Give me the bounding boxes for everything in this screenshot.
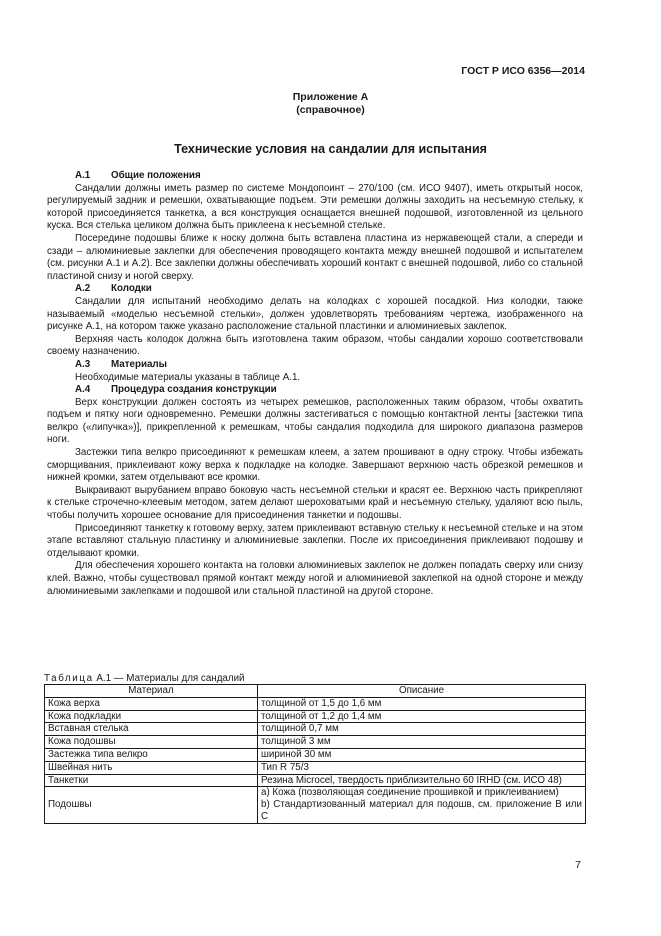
- paragraph: Выкраивают вырубанием вправо боковую часть несъемной стельки и красят ее. Верхнюю часть прикрепляют к стельке строчечно-клеевым методом, затем делают шероховатыми край и несъемную стельку, удаляют всю пыль, чтобы получить хорошее основание для присоединения танкетки и подошвы.: [47, 484, 583, 522]
- table-row: [45, 761, 586, 774]
- section-number: А.1: [75, 170, 91, 181]
- page-number: 7: [575, 859, 581, 871]
- paragraph: Необходимые материалы указаны в таблице А.1.: [75, 371, 301, 383]
- table-caption-text: А.1 — Материалы для сандалий: [93, 673, 245, 684]
- description-cell: [258, 723, 586, 736]
- document-title: Технические условия на сандалии для испытания: [174, 142, 487, 156]
- table-row: [45, 710, 586, 723]
- material-cell: Кожа верха: [45, 697, 258, 710]
- table-row: [45, 774, 586, 787]
- column-header-description: Описание: [258, 685, 586, 698]
- section-title: Материалы: [111, 358, 168, 370]
- description-cell: [258, 736, 586, 749]
- material-cell: Кожа подкладки: [45, 710, 258, 723]
- section-title: Колодки: [111, 283, 152, 295]
- description-cell: [258, 774, 586, 787]
- description-line: а) Кожа (позволяющая соединение прошивкой и приклеиванием): [261, 787, 559, 799]
- standard-id: ГОСТ Р ИСО 6356—2014: [461, 65, 585, 77]
- table-caption-prefix: Таблица: [44, 673, 94, 684]
- paragraph: Верхняя часть колодок должна быть изготовлена таким образом, чтобы сандалии хорошо соответствовали своему назначению.: [47, 333, 583, 358]
- section-heading: [47, 384, 583, 397]
- annex-title: Приложение А: [292, 91, 369, 103]
- table-header-row: [45, 685, 586, 698]
- paragraph: Застежки типа велкро присоединяют к ремешкам клеем, а затем прошивают в одну строку. Чтобы избежать сморщивания, приклеивают кожу верха к подкладке на колодке. Завершают верхнюю часть обрезкой ремешков и нижней кромки, затем отделывают все кромки.: [47, 447, 583, 484]
- table-body: [45, 697, 586, 823]
- table-row: [45, 748, 586, 761]
- material-cell: Швейная нить: [45, 761, 258, 774]
- paragraph: Для обеспечения хорошего контакта на головки алюминиевых заклепок не должен попадать сверху или снизу клей. Важно, чтобы существовал прямой контакт между ногой и алюминиевой заклепкой на одной стороне и между алюминиевыми заклепками и подошвой или стальной пластиной на другой стороне.: [47, 560, 583, 597]
- description-cell: [258, 787, 586, 823]
- table-row: [45, 787, 586, 823]
- section-heading: [47, 359, 583, 372]
- table-row: [45, 723, 586, 736]
- section-title: Процедура создания конструкции: [111, 384, 277, 396]
- paragraph: Верх конструкции должен состоять из четырех ремешков, расположенных таким образом, чтобы охватить подъем и пятку ноги одновременно. Ремешки должны застегиваться с помощью контактной ленты [застежки типа велкро («липучка»)], прикрепленной к ремешкам, чтобы сандалия подходила для широкого диапазона размеров ноги.: [47, 396, 583, 446]
- section-title: Общие положения: [111, 170, 201, 181]
- section-number: А.4: [75, 384, 91, 396]
- paragraph: Присоединяют танкетку к готовому верху, затем приклеивают вставную стельку к несъемной стельке и на этом этапе вставляют стальную пластинку и алюминиевые заклепки. После их присоединения приклеивают подошву и отделывают кромки.: [47, 522, 583, 559]
- material-cell: Танкетки: [45, 774, 258, 787]
- section-heading: [47, 283, 583, 296]
- material-cell: Подошвы: [45, 787, 258, 823]
- description-line: толщиной 3 мм: [261, 736, 331, 748]
- column-header-material: Материал: [45, 685, 258, 698]
- annex-heading: [0, 91, 661, 117]
- description-line: Тип R 75/3: [261, 761, 309, 773]
- materials-table: [44, 684, 586, 824]
- table-caption: [44, 673, 245, 684]
- description-cell: [258, 748, 586, 761]
- material-cell: Застежка типа велкро: [45, 748, 258, 761]
- paragraph: Сандалии должны иметь размер по системе Мондопоинт – 270/100 (см. ИСО 9407), иметь открытый носок, регулируемый задник и ремешки, охватывающие подъем. Эти ремешки должны заходить на несъемную стельку, к которой присоединяется танкетка, а вся конструкция оснащается внешней подошвой, изготовленной из цельного куска. Вся стелька целиком должна быть приклеена к несъемной стельке.: [47, 182, 583, 232]
- description-cell: [258, 710, 586, 723]
- description-cell: [258, 697, 586, 710]
- table-row: [45, 697, 586, 710]
- description-cell: [258, 761, 586, 774]
- description-line: Резина Microcel, твердость приблизительно 60 IRHD (см. ИСО 48): [261, 774, 562, 786]
- body-text: [47, 170, 583, 598]
- description-line: b) Стандартизованный материал для подошв, см. приложение В или С: [261, 799, 582, 822]
- description-line: толщиной 0,7 мм: [261, 723, 339, 735]
- description-line: толщиной от 1,5 до 1,6 мм: [261, 697, 382, 709]
- table-row: [45, 736, 586, 749]
- section-number: А.3: [75, 358, 91, 370]
- section-heading: [47, 170, 583, 183]
- section-number: А.2: [75, 283, 91, 295]
- annex-note: (справочное): [296, 104, 365, 116]
- description-line: шириной 30 мм: [261, 748, 332, 760]
- material-cell: Вставная стелька: [45, 723, 258, 736]
- paragraph: Сандалии для испытаний необходимо делать на колодках с хорошей посадкой. Низ колодки, также называемый «моделью несъемной стельки», должен удовлетворять требованиям чертежа, изображенного на рисунке А.1, на котором также указано расположение стальной пластинки и алюминиевых заклепок.: [47, 295, 583, 333]
- description-line: толщиной от 1,2 до 1,4 мм: [261, 710, 382, 722]
- material-cell: Кожа подошвы: [45, 736, 258, 749]
- paragraph: Посередине подошвы ближе к носку должна быть вставлена пластина из нержавеющей стали, а спереди и сзади – алюминиевые заклепки для обеспечения проводящего контакта между внешней подошвой и испытателем (см. рисунки А.1 и А.2). Все заклепки должны обеспечивать хороший контакт с внешней подошвой, либо со стальной пластиной снизу и ногой сверху.: [47, 232, 583, 282]
